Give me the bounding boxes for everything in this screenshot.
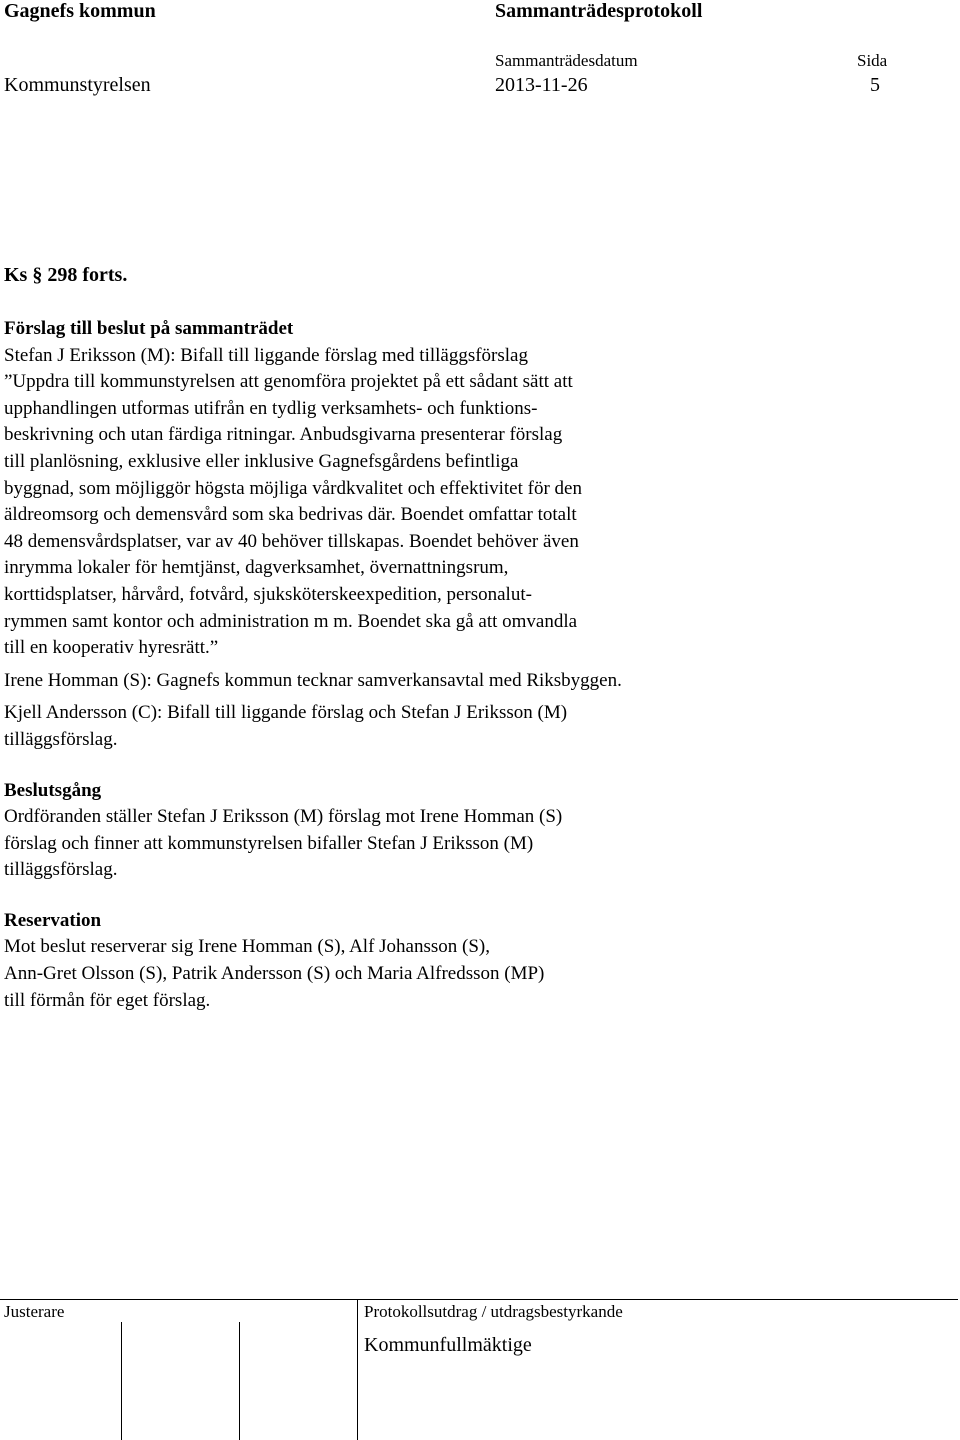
proposal-line: 48 demensvårdsplatser, var av 40 behöver tillskapas. Boendet behöver även — [4, 530, 579, 552]
proposal-line: inrymma lokaler för hemtjänst, dagverksamhet, övernattningsrum, — [4, 557, 509, 579]
decision-line: tilläggsförslag. — [4, 859, 118, 881]
extract-label: Protokollsutdrag / utdragsbestyrkande — [364, 1302, 623, 1321]
reservation-line: Mot beslut reserverar sig Irene Homman (S), Alf Johansson (S), — [4, 936, 490, 958]
committee-name: Kommunstyrelsen — [4, 74, 151, 96]
decision-line: förslag och finner att kommunstyrelsen bifaller Stefan J Eriksson (M) — [4, 832, 534, 854]
decision-heading: Beslutsgång — [4, 779, 102, 801]
page-number: 5 — [870, 74, 880, 96]
doc-type: Sammanträdesprotokoll — [495, 0, 703, 22]
reservation-line: Ann-Gret Olsson (S), Patrik Andersson (S) och Maria Alfredsson (MP) — [4, 963, 545, 985]
reservation-line: till förmån för eget förslag. — [4, 989, 211, 1011]
proposal-line: till en kooperativ hyresrätt.” — [4, 637, 219, 659]
proposal-line: korttidsplatser, hårvård, fotvård, sjuksköterskeexpedition, personalut- — [4, 583, 532, 605]
andersson-proposal-line: tilläggsförslag. — [4, 728, 118, 750]
meeting-date: 2013-11-26 — [495, 74, 588, 96]
page-label: Sida — [857, 51, 888, 70]
proposal-line: upphandlingen utformas utifrån en tydlig verksamhets- och funktions- — [4, 397, 538, 419]
signature-box-divider — [121, 1322, 122, 1440]
proposal-line: äldreomsorg och demensvård som ska bedrivas där. Boendet omfattar totalt — [4, 504, 577, 526]
reservation-heading: Reservation — [4, 909, 102, 931]
proposal-line: till planlösning, exklusive eller inklusive Gagnefsgårdens befintliga — [4, 450, 519, 472]
signature-box-divider — [239, 1322, 240, 1440]
decision-line: Ordföranden ställer Stefan J Eriksson (M) förslag mot Irene Homman (S) — [4, 806, 563, 828]
proposals-heading: Förslag till beslut på sammanträdet — [4, 318, 294, 339]
proposal-line: byggnad, som möjliggör högsta möjliga vårdkvalitet och effektivitet för den — [4, 477, 582, 499]
section-ref: Ks § 298 forts. — [4, 264, 128, 286]
footer-divider — [0, 1299, 958, 1300]
footer-column-divider — [357, 1299, 358, 1440]
homman-proposal: Irene Homman (S): Gagnefs kommun tecknar samverkansavtal med Riksbyggen. — [4, 669, 622, 691]
org-name: Gagnefs kommun — [4, 0, 156, 22]
adjusters-label: Justerare — [4, 1302, 65, 1321]
proposal-line: Stefan J Eriksson (M): Bifall till liggande förslag med tilläggsförslag — [4, 344, 528, 366]
proposal-line: beskrivning och utan färdiga ritningar. Anbudsgivarna presenterar förslag — [4, 424, 563, 446]
proposal-line: ”Uppdra till kommunstyrelsen att genomföra projektet på ett sådant sätt att — [4, 371, 573, 393]
protocol-body — [4, 316, 954, 1014]
andersson-proposal-line: Kjell Andersson (C): Bifall till liggande förslag och Stefan J Eriksson (M) — [4, 702, 568, 724]
proposal-line: rymmen samt kontor och administration m m. Boendet ska gå att omvandla — [4, 610, 578, 632]
extract-recipient: Kommunfullmäktige — [364, 1334, 532, 1356]
meeting-date-label: Sammanträdesdatum — [495, 51, 638, 70]
